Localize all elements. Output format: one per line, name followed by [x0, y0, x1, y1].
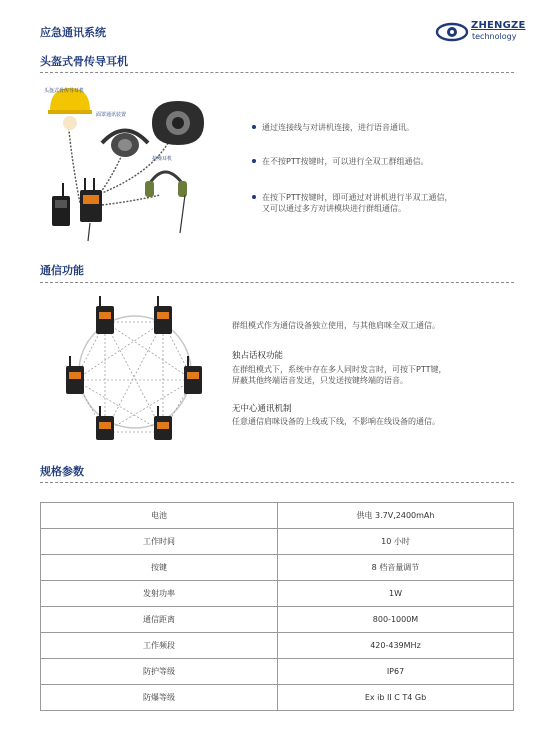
headset-bullet-3-cont: 又可以通过多方对讲模块进行群组通信。 [262, 204, 406, 213]
feature-exclusive-line2: 屏蔽其他终端语音发送，只发送按键终端的语音。 [232, 376, 408, 385]
headset-bullet-2: 在不按PTT按键时，可以进行全双工群组通信。 [252, 156, 428, 167]
feature-decentral-line1: 任意通信肩咪设备的上线或下线，不影响在线设备的通信。 [232, 417, 440, 426]
table-row [41, 581, 514, 607]
spec-key: 通信距离 [41, 607, 278, 633]
section-divider [40, 72, 514, 73]
label-mask-device: 面罩通讯装置 [96, 112, 127, 118]
spec-value: 8 档音量调节 [278, 555, 514, 581]
headset-bullet-3: 在按下PTT按键时，即可通过对讲机进行半双工通信， [252, 192, 452, 203]
label-helmet-headset: 头盔式骨传导耳机 [44, 88, 85, 94]
label-earmuff: 抗噪耳机 [152, 156, 173, 162]
spec-key: 防爆等级 [41, 685, 278, 711]
feature-exclusive-line1: 在群组模式下，系统中存在多人同时发言时，可按下PTT键， [232, 365, 447, 374]
network-diagram [55, 292, 215, 442]
table-row [41, 659, 514, 685]
spec-table [40, 502, 514, 711]
headset-illustration [40, 83, 220, 248]
spec-value: 1W [278, 581, 514, 607]
company-logo [435, 20, 525, 44]
table-row [41, 503, 514, 529]
feature-exclusive-title: 独占话权功能 [232, 351, 284, 361]
spec-value: 10 小时 [278, 529, 514, 555]
table-row [41, 607, 514, 633]
page-header-title: 应急通讯系统 [40, 26, 106, 39]
table-row [41, 555, 514, 581]
section-title-spec: 规格参数 [40, 465, 84, 478]
logo-wordmark: ZHENGZE [471, 20, 526, 31]
spec-value: Ex ib II C T4 Gb [278, 685, 514, 711]
table-row [41, 633, 514, 659]
logo-subtitle: technology [472, 32, 517, 41]
spec-key: 按键 [41, 555, 278, 581]
table-row [41, 529, 514, 555]
spec-key: 防护等级 [41, 659, 278, 685]
section-divider [40, 482, 514, 483]
headset-bullet-1: 通过连接线与对讲机连接，进行语音通讯。 [252, 122, 414, 133]
spec-value: IP67 [278, 659, 514, 685]
section-divider [40, 282, 514, 283]
section-title-headset: 头盔式骨传导耳机 [40, 55, 128, 68]
section-title-comm: 通信功能 [40, 264, 84, 277]
spec-value: 420-439MHz [278, 633, 514, 659]
comm-intro: 群组模式作为通信设备独立使用，与其他肩咪全双工通信。 [232, 321, 440, 330]
spec-key: 工作频段 [41, 633, 278, 659]
spec-key: 工作时间 [41, 529, 278, 555]
table-row [41, 685, 514, 711]
logo-eye-icon [435, 21, 469, 43]
spec-value: 800-1000M [278, 607, 514, 633]
feature-decentral-title: 无中心通讯机制 [232, 404, 292, 414]
spec-value: 供电 3.7V,2400mAh [278, 503, 514, 529]
spec-key: 电池 [41, 503, 278, 529]
spec-key: 发射功率 [41, 581, 278, 607]
